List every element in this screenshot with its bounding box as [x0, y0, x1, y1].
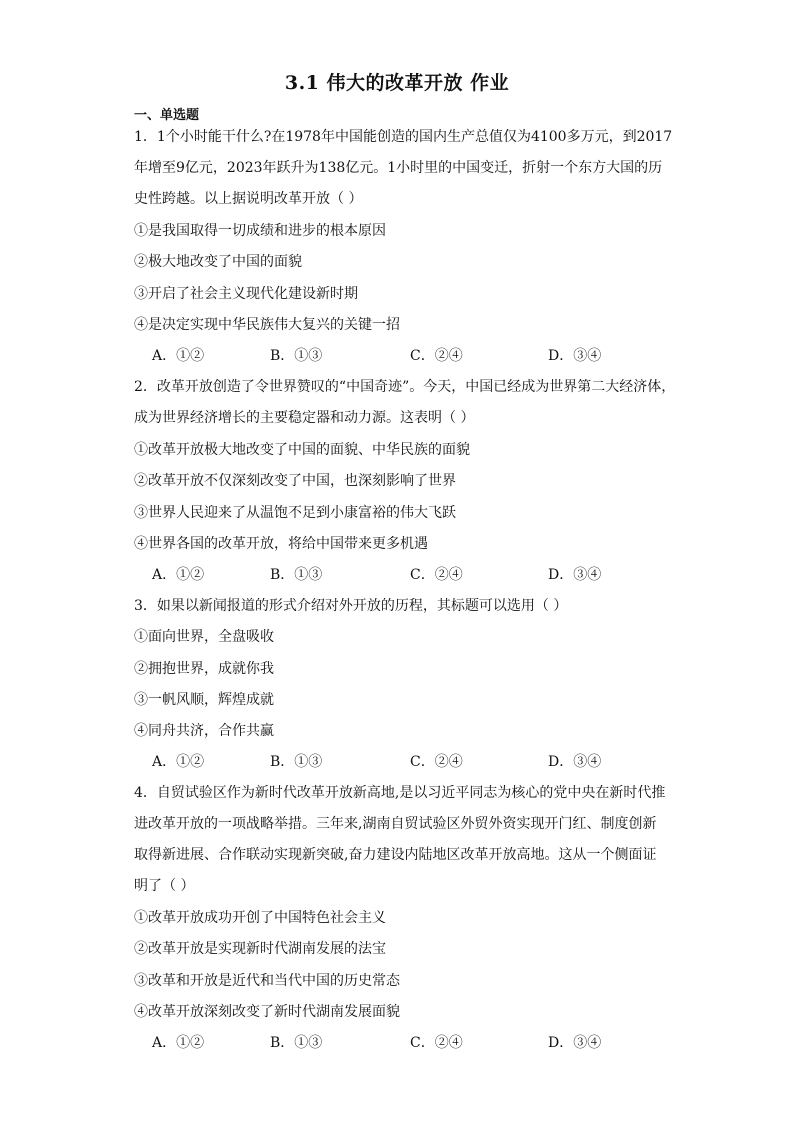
question-4-option-c: C．②④ [410, 1035, 463, 1051]
question-1-stem-line-2: 年增至9亿元，2023年跃升为138亿元。1小时里的中国变迁，折射一个东方大国的历 [134, 160, 663, 176]
question-3-option-a: A．①② [152, 754, 205, 770]
question-3-stem-line-1: 3．如果以新闻报道的形式介绍对外开放的历程，其标题可以选用（ ） [134, 598, 568, 614]
question-1-statement-2: ②极大地改变了中国的面貌 [134, 254, 302, 270]
question-1-statement-1: ①是我国取得一切成绩和进步的根本原因 [134, 223, 386, 239]
question-2-statement-4: ④世界各国的改革开放，将给中国带来更多机遇 [134, 536, 428, 552]
question-4-stem-line-2: 进改革开放的一项战略举措。三年来,湖南自贸试验区外贸外资实现开门红、制度创新 [134, 816, 657, 832]
question-1-option-a: A．①② [152, 348, 205, 364]
question-4-stem-line-3: 取得新进展、合作联动实现新突破,奋力建设内陆地区改革开放高地。这从一个侧面证 [134, 847, 657, 863]
question-4-statement-3: ③改革和开放是近代和当代中国的历史常态 [134, 973, 400, 989]
question-4-option-d: D．③④ [548, 1035, 602, 1051]
question-3-statement-3: ③一帆风顺，辉煌成就 [134, 692, 274, 708]
question-3-statement-4: ④同舟共济，合作共赢 [134, 723, 274, 739]
question-1-option-d: D．③④ [548, 348, 602, 364]
question-2-statement-3: ③世界人民迎来了从温饱不足到小康富裕的伟大飞跃 [134, 505, 456, 521]
question-2-option-d: D．③④ [548, 567, 602, 583]
question-2-stem-line-1: 2．改革开放创造了令世界赞叹的“中国奇迹”。今天，中国已经成为世界第二大经济体， [134, 379, 676, 395]
question-3-options [152, 752, 672, 772]
question-2-option-c: C．②④ [410, 567, 463, 583]
question-3-option-b: B．①③ [270, 754, 323, 770]
question-1-statement-4: ④是决定实现中华民族伟大复兴的关键一招 [134, 317, 400, 333]
page-title: 3.1 伟大的改革开放 作业 [284, 72, 510, 94]
question-1-statement-3: ③开启了社会主义现代化建设新时期 [134, 286, 358, 302]
question-1-option-c: C．②④ [410, 348, 463, 364]
question-4-statement-1: ①改革开放成功开创了中国特色社会主义 [134, 910, 386, 926]
question-2-statement-1: ①改革开放极大地改变了中国的面貌、中华民族的面貌 [134, 442, 470, 458]
section-heading: 一、单选题 [134, 108, 200, 123]
question-4-statement-2: ②改革开放是实现新时代湖南发展的法宝 [134, 941, 386, 957]
question-1-options [152, 346, 672, 366]
question-1-stem-line-3: 史性跨越。以上据说明改革开放（ ） [134, 191, 363, 207]
question-2-options [152, 565, 672, 585]
question-4-options [152, 1033, 672, 1053]
question-1-stem-line-1: 1．1个小时能干什么?在1978年中国能创造的国内生产总值仅为4100多万元，到2017 [134, 129, 673, 145]
question-3-option-d: D．③④ [548, 754, 602, 770]
question-4-option-b: B．①③ [270, 1035, 323, 1051]
question-4-statement-4: ④改革开放深刻改变了新时代湖南发展面貌 [134, 1004, 400, 1020]
question-4-stem-line-4: 明了（ ） [134, 878, 195, 894]
question-2-statement-2: ②改革开放不仅深刻改变了中国，也深刻影响了世界 [134, 473, 456, 489]
question-3-statement-1: ①面向世界，全盘吸收 [134, 629, 274, 645]
question-1-option-b: B．①③ [270, 348, 323, 364]
question-4-option-a: A．①② [152, 1035, 205, 1051]
question-3-option-c: C．②④ [410, 754, 463, 770]
question-3-statement-2: ②拥抱世界，成就你我 [134, 661, 274, 677]
question-4-stem-line-1: 4．自贸试验区作为新时代改革开放新高地,是以习近平同志为核心的党中央在新时代推 [134, 785, 666, 801]
question-2-stem-line-2: 成为世界经济增长的主要稳定器和动力源。这表明（ ） [134, 410, 475, 426]
question-2-option-b: B．①③ [270, 567, 323, 583]
question-2-option-a: A．①② [152, 567, 205, 583]
